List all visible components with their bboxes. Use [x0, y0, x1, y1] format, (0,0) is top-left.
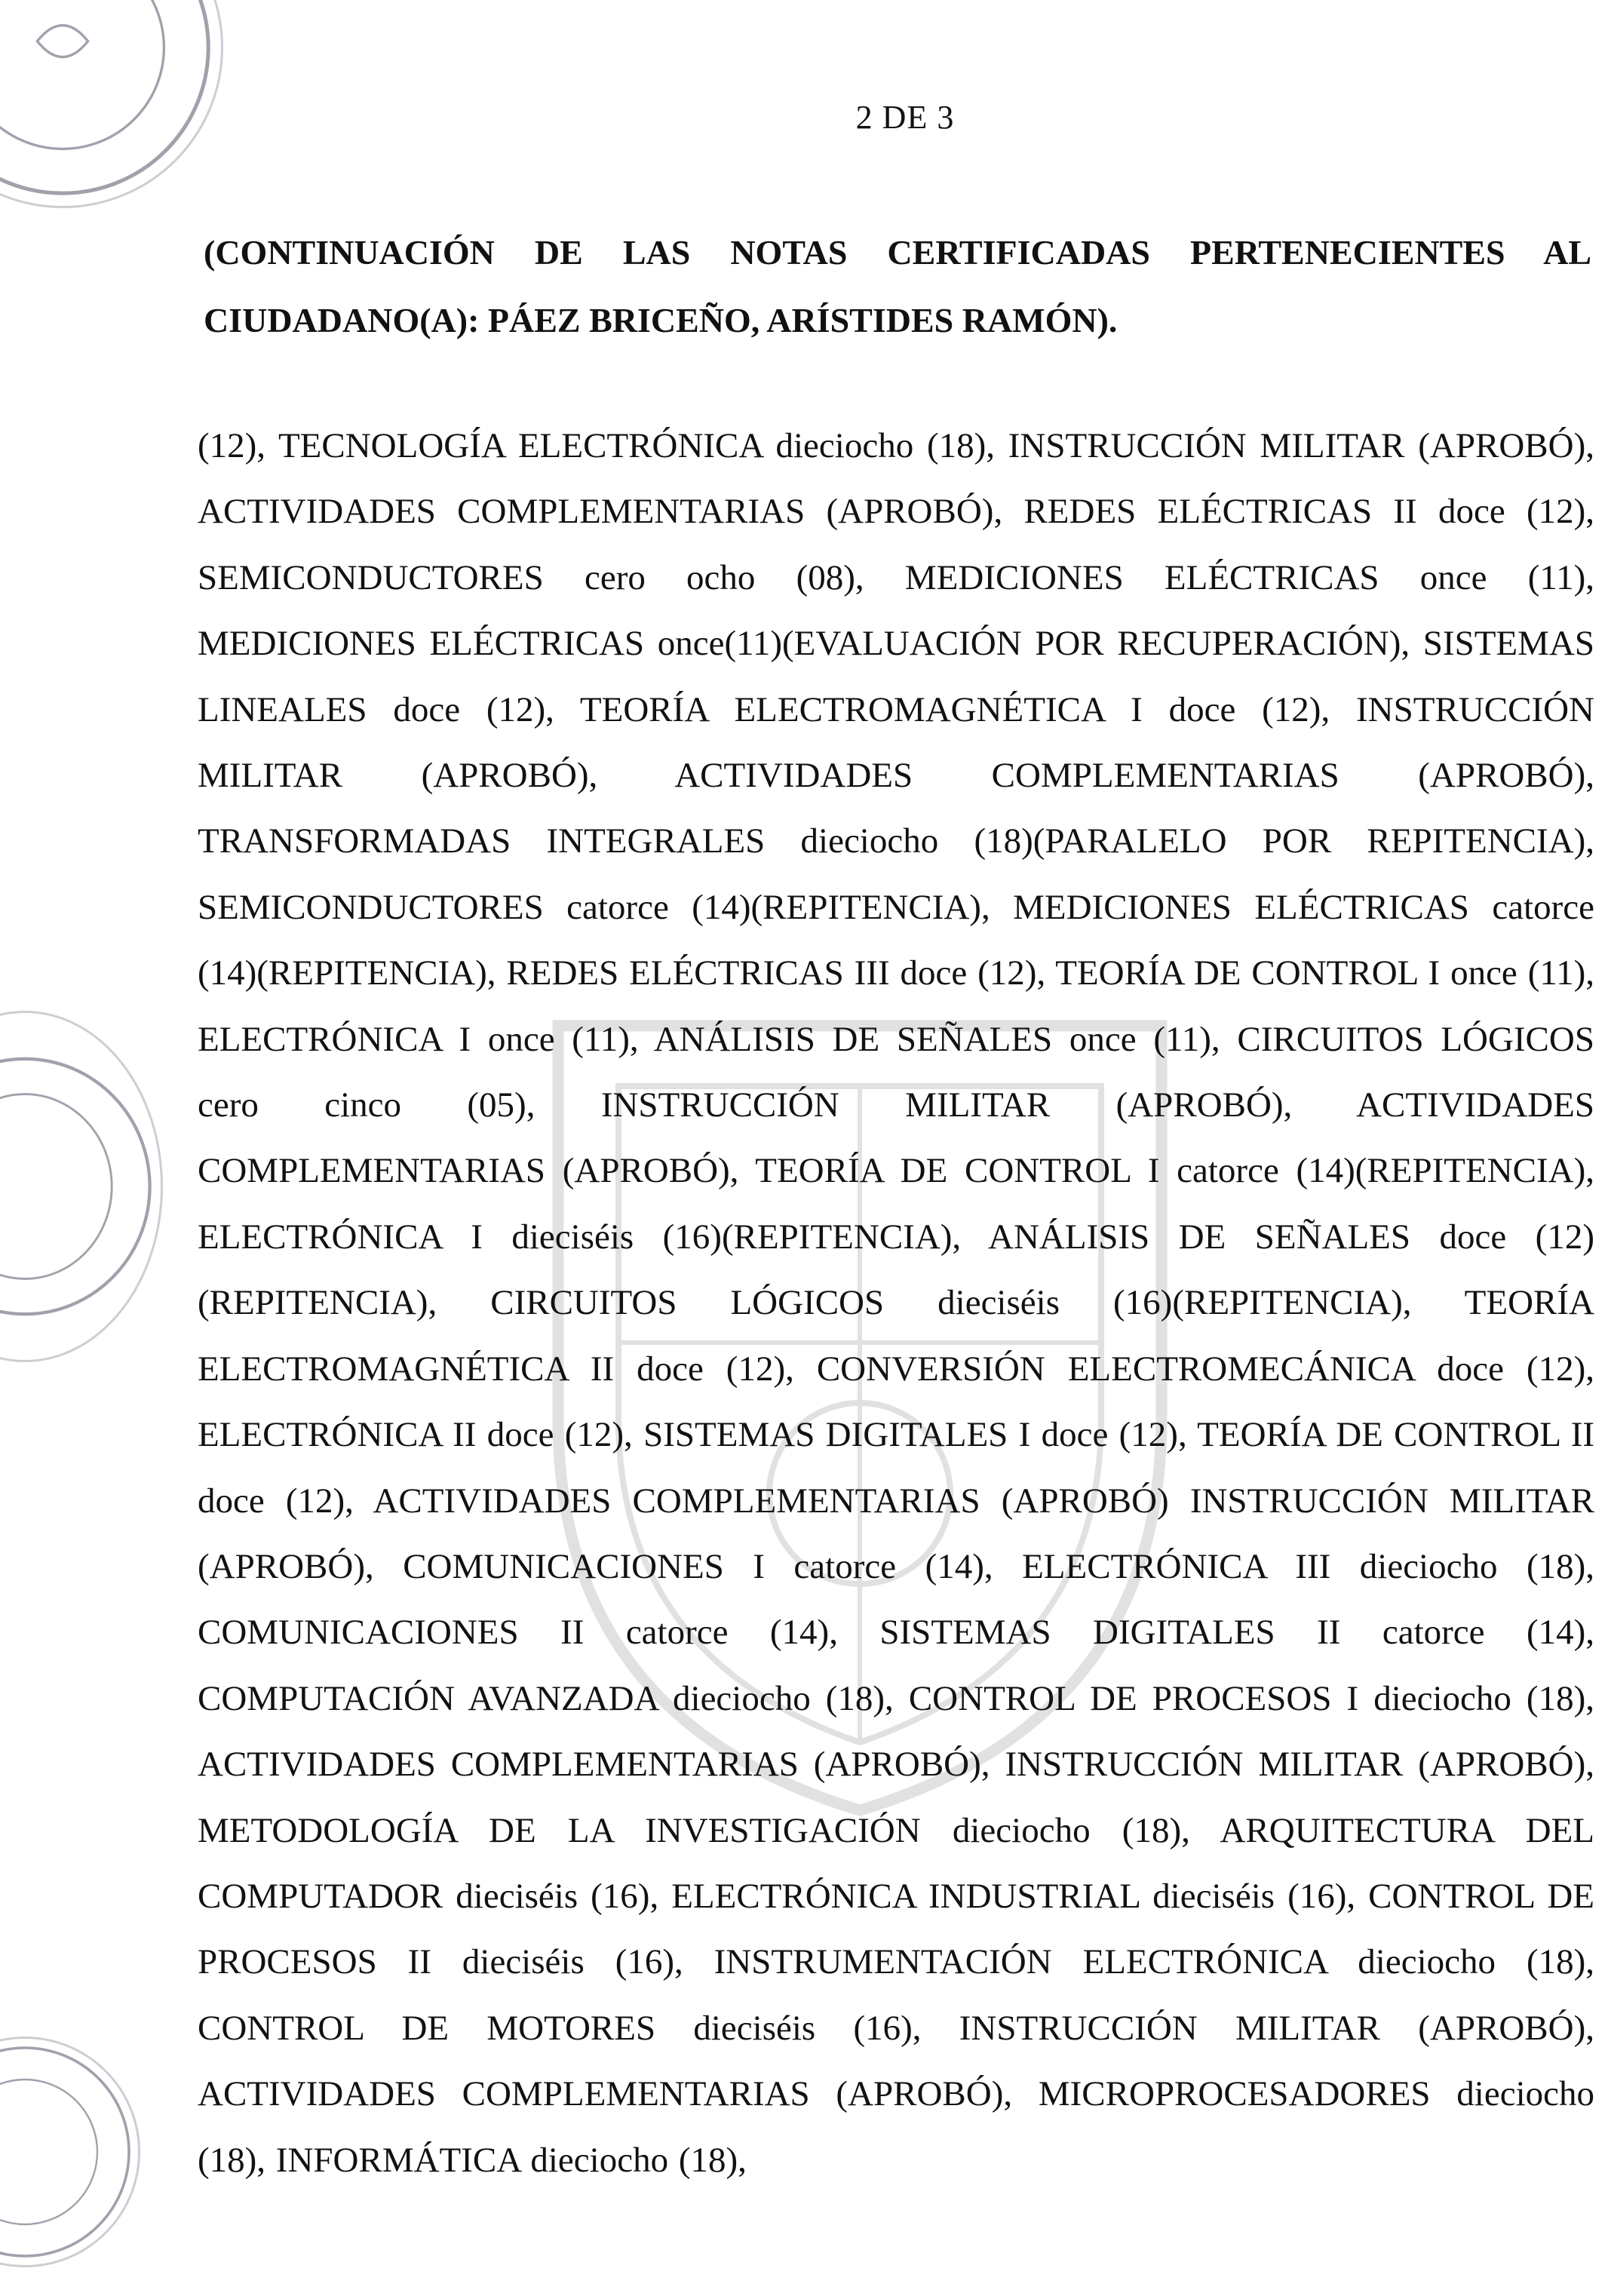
page-number: 2 DE 3: [855, 99, 955, 136]
seal-stamp-bottom-icon: [0, 2037, 140, 2267]
seal-stamp-middle-icon: [0, 1011, 163, 1362]
grades-paragraph: (12), TECNOLOGÍA ELECTRÓNICA dieciocho (18), INSTRUCCIÓN MILITAR (APROBÓ), ACTIVIDADES COMPLEMENTARIAS (APROBÓ), REDES ELÉCTRICAS II doce (12), SEMICONDUCTORES cero ocho (08), MEDICIONES ELÉCTRICAS once (11), MEDICIONES ELÉCTRICAS once(11)(EVALUACIÓN POR RECUPERACIÓN), SISTEMAS LINEALES doce (12), TEORÍA ELECTROMAGNÉTICA I doce (12), INSTRUCCIÓN MILITAR (APROBÓ), ACTIVIDADES COMPLEMENTARIAS (APROBÓ), TRANSFORMADAS INTEGRALES dieciocho (18)(PARALELO POR REPITENCIA), SEMICONDUCTORES catorce (14)(REPITENCIA), MEDICIONES ELÉCTRICAS catorce (14)(REPITENCIA), REDES ELÉCTRICAS III doce (12), TEORÍA DE CONTROL I once (11), ELECTRÓNICA I once (11), ANÁLISIS DE SEÑALES once (11), CIRCUITOS LÓGICOS cero cinco (05), INSTRUCCIÓN MILITAR (APROBÓ), ACTIVIDADES COMPLEMENTARIAS (APROBÓ), TEORÍA DE CONTROL I catorce (14)(REPITENCIA), ELECTRÓNICA I dieciséis (16)(REPITENCIA), ANÁLISIS DE SEÑALES doce (12)(REPITENCIA), CIRCUITOS LÓGICOS dieciséis (16)(REPITENCIA), TEORÍA ELECTROMAGNÉTICA II doce (12), CONVERSIÓN ELECTROMECÁNICA doce (12), ELECTRÓNICA II doce (12), SISTEMAS DIGITALES I doce (12), TEORÍA DE CONTROL II doce (12), ACTIVIDADES COMPLEMENTARIAS (APROBÓ) INSTRUCCIÓN MILITAR (APROBÓ), COMUNICACIONES I catorce (14), ELECTRÓNICA III dieciocho (18), COMUNICACIONES II catorce (14), SISTEMAS DIGITALES II catorce (14), COMPUTACIÓN AVANZADA dieciocho (18), CONTROL DE PROCESOS I dieciocho (18), ACTIVIDADES COMPLEMENTARIAS (APROBÓ), INSTRUCCIÓN MILITAR (APROBÓ), METODOLOGÍA DE LA INVESTIGACIÓN dieciocho (18), ARQUITECTURA DEL COMPUTADOR dieciséis (16), ELECTRÓNICA INDUSTRIAL dieciséis (16), CONTROL DE PROCESOS II dieciséis (16), INSTRUMENTACIÓN ELECTRÓNICA dieciocho (18), CONTROL DE MOTORES dieciséis (16), INSTRUCCIÓN MILITAR (APROBÓ), ACTIVIDADES COMPLEMENTARIAS (APROBÓ), MICROPROCESADORES dieciocho (18), INFORMÁTICA dieciocho (18),: [198, 426, 1594, 2180]
document-heading: (CONTINUACIÓN DE LAS NOTAS CERTIFICADAS PERTENECIENTES AL CIUDADANO(A): PÁEZ BRICEÑO, ARÍSTIDES RAMÓN).: [204, 233, 1591, 339]
